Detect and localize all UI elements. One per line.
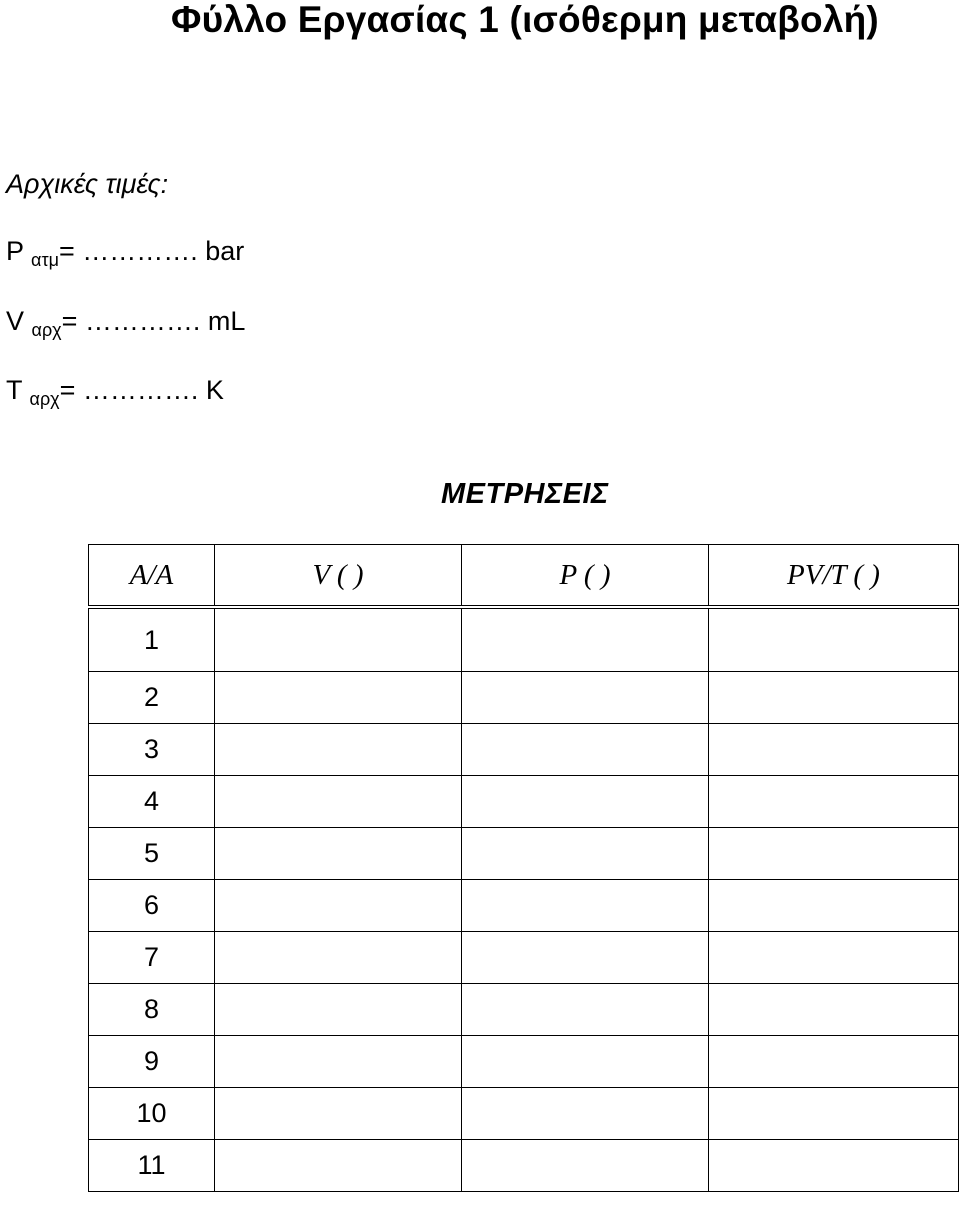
table-row (89, 1088, 959, 1140)
initial-values-heading: Αρχικές τιμές: (6, 169, 169, 199)
pv-over-t-cell[interactable] (709, 776, 959, 828)
pv-over-t-cell[interactable] (709, 828, 959, 880)
temperature-symbol: T (6, 375, 23, 405)
pressure-cell[interactable] (462, 828, 709, 880)
volume-symbol: V (6, 306, 25, 336)
pv-over-t-cell[interactable] (709, 1036, 959, 1088)
pressure-line (6, 233, 244, 269)
row-index: 5 (89, 828, 215, 880)
volume-cell[interactable] (215, 672, 462, 724)
row-index: 9 (89, 1036, 215, 1088)
pressure-cell[interactable] (462, 672, 709, 724)
pressure-cell[interactable] (462, 1140, 709, 1192)
volume-subscript: αρχ (31, 320, 62, 340)
row-index: 2 (89, 672, 215, 724)
row-index: 4 (89, 776, 215, 828)
pv-over-t-cell[interactable] (709, 880, 959, 932)
table-body (89, 607, 959, 1192)
volume-cell[interactable] (215, 607, 462, 672)
volume-cell[interactable] (215, 1036, 462, 1088)
pressure-cell[interactable] (462, 776, 709, 828)
row-index: 1 (89, 607, 215, 672)
pressure-cell[interactable] (462, 880, 709, 932)
volume-cell[interactable] (215, 776, 462, 828)
row-index: 7 (89, 932, 215, 984)
pressure-cell[interactable] (462, 984, 709, 1036)
pressure-blank: = …………. (58, 236, 198, 266)
temperature-unit: K (198, 375, 224, 405)
header-index: A/A (89, 545, 215, 608)
header-pressure: P ( ) (462, 545, 709, 608)
table-row (89, 880, 959, 932)
table-row (89, 776, 959, 828)
pressure-cell[interactable] (462, 1088, 709, 1140)
volume-cell[interactable] (215, 724, 462, 776)
row-index: 3 (89, 724, 215, 776)
pv-over-t-cell[interactable] (709, 672, 959, 724)
pressure-subscript: ατμ (31, 250, 59, 270)
row-index: 10 (89, 1088, 215, 1140)
table-row (89, 607, 959, 672)
table-row (89, 932, 959, 984)
table-row (89, 724, 959, 776)
pressure-symbol: P (6, 236, 24, 266)
pressure-cell[interactable] (462, 607, 709, 672)
table-row (89, 828, 959, 880)
pv-over-t-cell[interactable] (709, 607, 959, 672)
row-index: 6 (89, 880, 215, 932)
volume-cell[interactable] (215, 1140, 462, 1192)
pv-over-t-cell[interactable] (709, 932, 959, 984)
header-volume: V ( ) (215, 545, 462, 608)
pv-over-t-cell[interactable] (709, 724, 959, 776)
volume-cell[interactable] (215, 880, 462, 932)
table-row (89, 1140, 959, 1192)
volume-cell[interactable] (215, 984, 462, 1036)
table-row (89, 1036, 959, 1088)
temperature-line (6, 372, 224, 408)
pressure-cell[interactable] (462, 1036, 709, 1088)
worksheet-title: Φύλλο Εργασίας 1 (ισόθερμη μεταβολή) (171, 0, 879, 40)
pressure-cell[interactable] (462, 932, 709, 984)
table-row (89, 984, 959, 1036)
volume-unit: mL (200, 306, 246, 336)
volume-line (6, 303, 245, 339)
pv-over-t-cell[interactable] (709, 1088, 959, 1140)
pressure-cell[interactable] (462, 724, 709, 776)
table-row (89, 672, 959, 724)
measurements-table (88, 544, 959, 1192)
pv-over-t-cell[interactable] (709, 984, 959, 1036)
pv-over-t-cell[interactable] (709, 1140, 959, 1192)
volume-cell[interactable] (215, 932, 462, 984)
volume-blank: = …………. (61, 306, 201, 336)
measurements-title: ΜΕΤΡΗΣΕΙΣ (441, 478, 609, 510)
volume-cell[interactable] (215, 1088, 462, 1140)
row-index: 8 (89, 984, 215, 1036)
volume-cell[interactable] (215, 828, 462, 880)
temperature-blank: = …………. (59, 375, 199, 405)
table-header-row (89, 545, 959, 608)
row-index: 11 (89, 1140, 215, 1192)
temperature-subscript: αρχ (29, 389, 60, 409)
header-pv-over-t: PV/T ( ) (709, 545, 959, 608)
pressure-unit: bar (197, 236, 245, 266)
